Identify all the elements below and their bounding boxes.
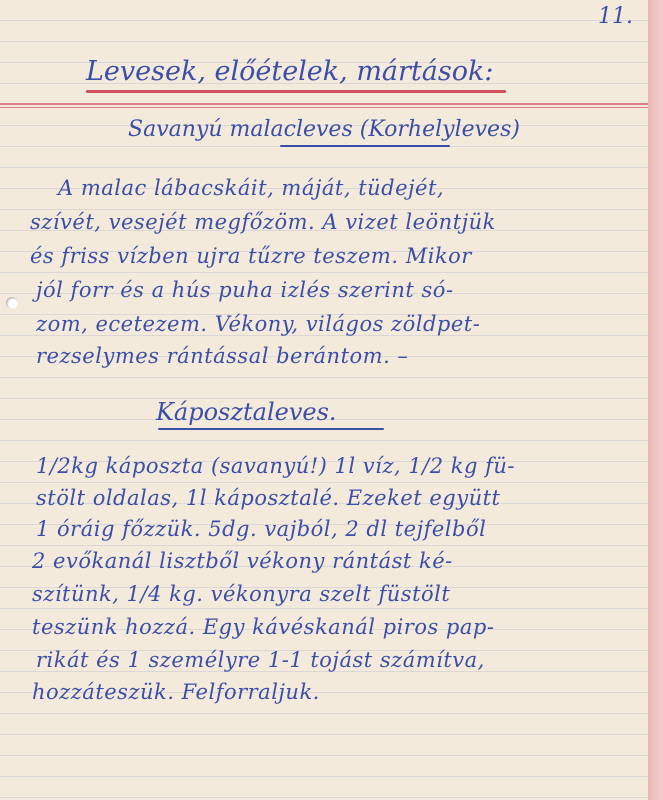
recipe-line: 2 evőkanál lisztből vékony rántást ké- bbox=[32, 549, 453, 573]
recipe-line: teszünk hozzá. Egy kávéskanál piros pap- bbox=[32, 615, 495, 639]
recipe-line: A malac lábacskáit, máját, tüdejét, bbox=[58, 176, 445, 200]
margin-rule bbox=[0, 103, 648, 105]
section-title: Levesek, előételek, mártások: bbox=[86, 56, 494, 87]
margin-rule-secondary bbox=[0, 107, 648, 108]
recipe-line: stölt oldalas, 1l káposztalé. Ezeket együtt bbox=[36, 486, 501, 510]
recipe-line: jól forr és a hús puha izlés szerint só- bbox=[36, 278, 454, 302]
recipe-title-underline bbox=[280, 145, 450, 147]
recipe-title: Káposztaleves. bbox=[156, 398, 337, 426]
recipe-line: szívét, vesejét megfőzöm. A vizet leöntjük bbox=[30, 210, 496, 234]
page-edge bbox=[648, 0, 663, 800]
recipe-title: Savanyú malacleves (Korhelyleves) bbox=[128, 117, 520, 142]
recipe-line: 1 óráig főzzük. 5dg. vajból, 2 dl tejfelből bbox=[36, 517, 487, 541]
page-number: 11. bbox=[598, 4, 633, 29]
recipe-title-underline bbox=[158, 428, 384, 430]
recipe-line: hozzáteszük. Felforraljuk. bbox=[32, 680, 320, 704]
section-title-underline bbox=[86, 90, 506, 93]
recipe-line: és friss vízben ujra tűzre teszem. Mikor bbox=[30, 244, 472, 268]
recipe-line: rezselymes rántással berántom. – bbox=[36, 344, 409, 368]
recipe-line: zom, ecetezem. Vékony, világos zöldpet- bbox=[36, 312, 481, 336]
recipe-line: szítünk, 1/4 kg. vékonyra szelt füstölt bbox=[32, 582, 451, 606]
punch-hole bbox=[6, 297, 18, 309]
recipe-line: rikát és 1 személyre 1-1 tojást számítva, bbox=[36, 648, 485, 672]
recipe-line: 1/2kg káposzta (savanyú!) 1l víz, 1/2 kg fü- bbox=[36, 454, 515, 478]
